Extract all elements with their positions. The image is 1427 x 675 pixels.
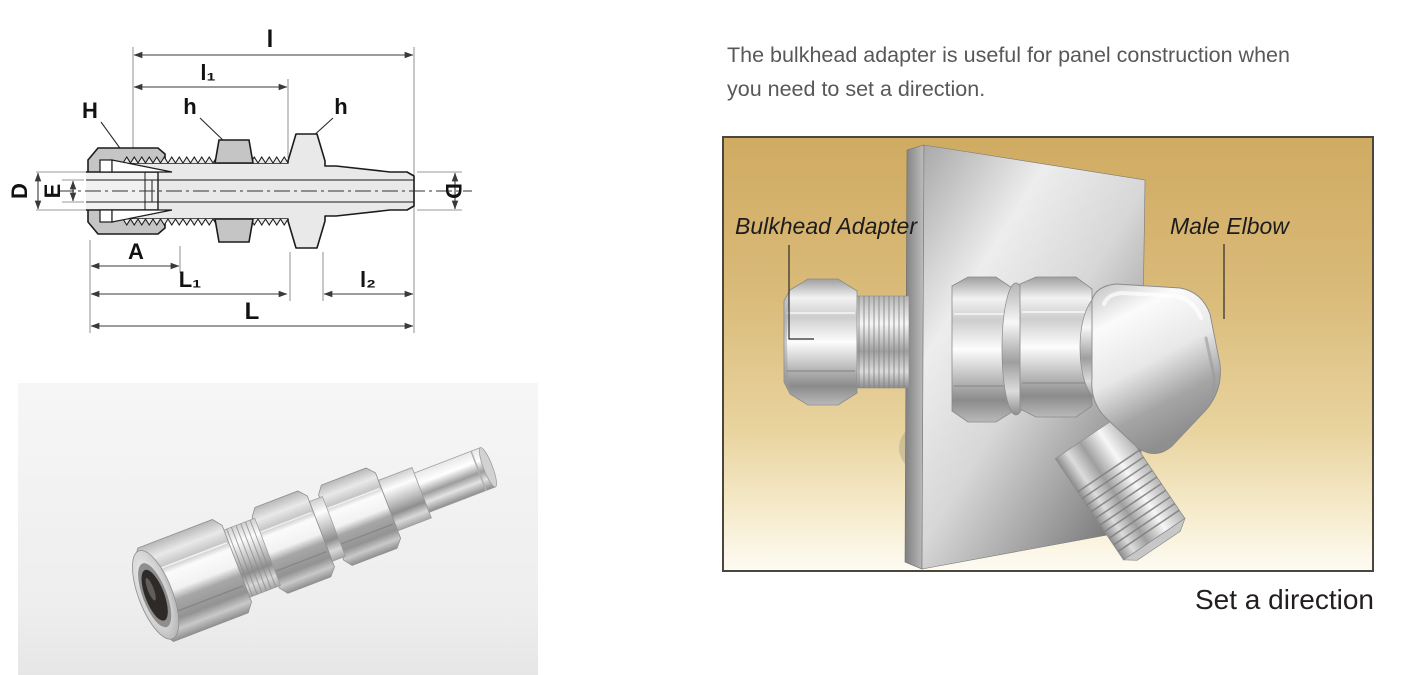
dim-label-A: A bbox=[128, 239, 144, 264]
dim-label-D-right: D bbox=[441, 183, 466, 199]
product-photo bbox=[18, 383, 538, 675]
dim-label-E: E bbox=[40, 183, 65, 199]
illustration-panel bbox=[722, 136, 1374, 572]
dim-label-h-right: h bbox=[334, 94, 348, 119]
dim-label-L: L bbox=[244, 298, 260, 325]
dim-label-H: H bbox=[82, 98, 98, 123]
dim-label-h-left: h bbox=[183, 94, 197, 119]
intro-text bbox=[727, 38, 1397, 106]
intro-line-1: The bulkhead adapter is useful for panel construction when bbox=[727, 43, 1290, 67]
panel-caption: Set a direction bbox=[1195, 584, 1374, 615]
dim-label-l2: l₂ bbox=[360, 267, 376, 292]
label-bulkhead-adapter: Bulkhead Adapter bbox=[735, 213, 918, 239]
bulkhead-adapter-left bbox=[784, 279, 909, 405]
dim-label-l1: l₁ bbox=[200, 60, 216, 85]
bulkhead-adapter-drawing bbox=[0, 0, 500, 360]
intro-line-2: you need to set a direction. bbox=[727, 77, 986, 101]
label-male-elbow: Male Elbow bbox=[1170, 213, 1289, 239]
dim-label-l: l bbox=[266, 26, 274, 53]
panel-illustration bbox=[724, 138, 1372, 570]
dim-label-L1: L₁ bbox=[178, 267, 202, 292]
dim-label-D-left: D bbox=[7, 183, 32, 199]
